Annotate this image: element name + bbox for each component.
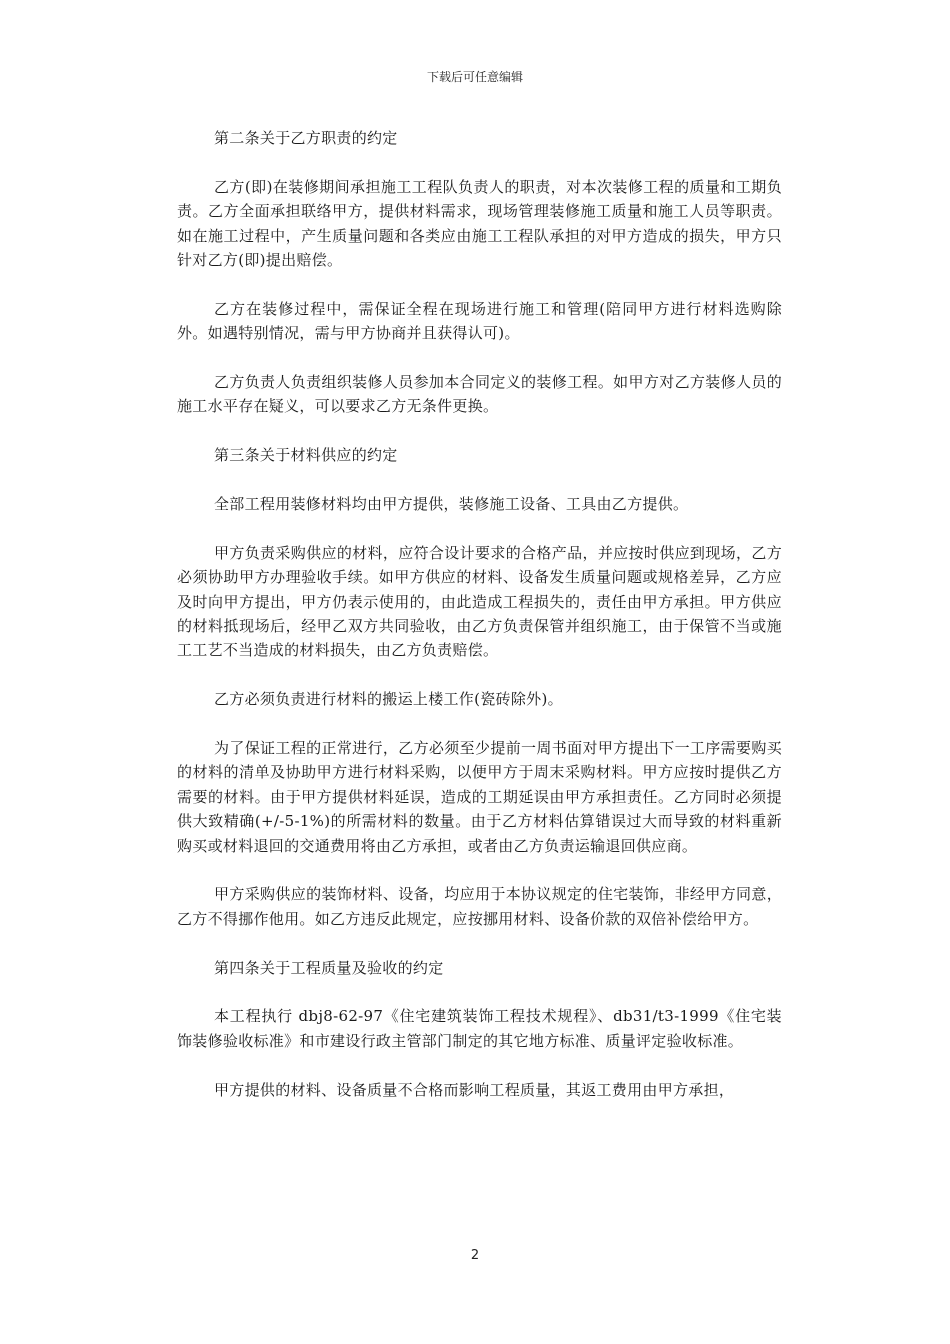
paragraph: 为了保证工程的正常进行，乙方必须至少提前一周书面对甲方提出下一工序需要购买的材料的清单及协助甲方进行材料采购，以便甲方于周末采购材料。甲方应按时提供乙方需要的材料。由于甲方提供材料延误，造成的工期延误由甲方承担责任。乙方同时必须提供大致精确(+/-5-1%)的所需材料的数量。由于乙方材料估算错误过大而导致的材料重新购买或材料退回的交通费用将由乙方承担，或者由乙方负责运输退回供应商。	[177, 739, 782, 855]
paragraph: 甲方提供的材料、设备质量不合格而影响工程质量，其返工费用由甲方承担，	[214, 1080, 735, 1099]
paragraph: 乙方(即)在装修期间承担施工工程队负责人的职责，对本次装修工程的质量和工期负责。乙方全面承担联络甲方，提供材料需求，现场管理装修施工质量和施工人员等职责。如在施工过程中，产生质量问题和各类应由施工工程队承担的对甲方造成的损失，甲方只针对乙方(即)提出赔偿。	[177, 177, 782, 270]
paragraph: 乙方必须负责进行材料的搬运上楼工作(瓷砖除外)。	[214, 690, 563, 709]
document-body	[177, 126, 782, 1126]
page-header: 下载后可任意编辑	[426, 70, 523, 84]
section-heading-article-3: 第三条关于材料供应的约定	[214, 446, 398, 465]
paragraph: 甲方采购供应的装饰材料、设备，均应用于本协议规定的住宅装饰，非经甲方同意，乙方不得挪作他用。如乙方违反此规定，应按挪用材料、设备价款的双倍补偿给甲方。	[177, 885, 782, 928]
paragraph: 乙方负责人负责组织装修人员参加本合同定义的装修工程。如甲方对乙方装修人员的施工水平存在疑义，可以要求乙方无条件更换。	[177, 373, 782, 416]
paragraph: 乙方在装修过程中，需保证全程在现场进行施工和管理(陪同甲方进行材料选购除外。如遇特别情况，需与甲方协商并且获得认可)。	[177, 299, 782, 343]
section-heading-article-4: 第四条关于工程质量及验收的约定	[214, 958, 444, 977]
paragraph: 甲方负责采购供应的材料，应符合设计要求的合格产品，并应按时供应到现场，乙方必须协助甲方办理验收手续。如甲方供应的材料、设备发生质量问题或规格差异，乙方应及时向甲方提出，甲方仍表示使用的，由此造成工程损失的，责任由甲方承担。甲方供应的材料抵现场后，经甲乙双方共同验收，由乙方负责保管并组织施工，由于保管不当或施工工艺不当造成的材料损失，由乙方负责赔偿。	[177, 543, 782, 660]
paragraph: 全部工程用装修材料均由甲方提供，装修施工设备、工具由乙方提供。	[214, 495, 689, 514]
page-number: 2	[470, 1248, 480, 1263]
paragraph: 本工程执行 dbj8-62-97《住宅建筑装饰工程技术规程》、db31/t3-1999《住宅装饰装修验收标准》和市建设行政主管部门制定的其它地方标准、质量评定验收标准。	[177, 1007, 782, 1050]
section-heading-article-2: 第二条关于乙方职责的约定	[214, 129, 398, 147]
